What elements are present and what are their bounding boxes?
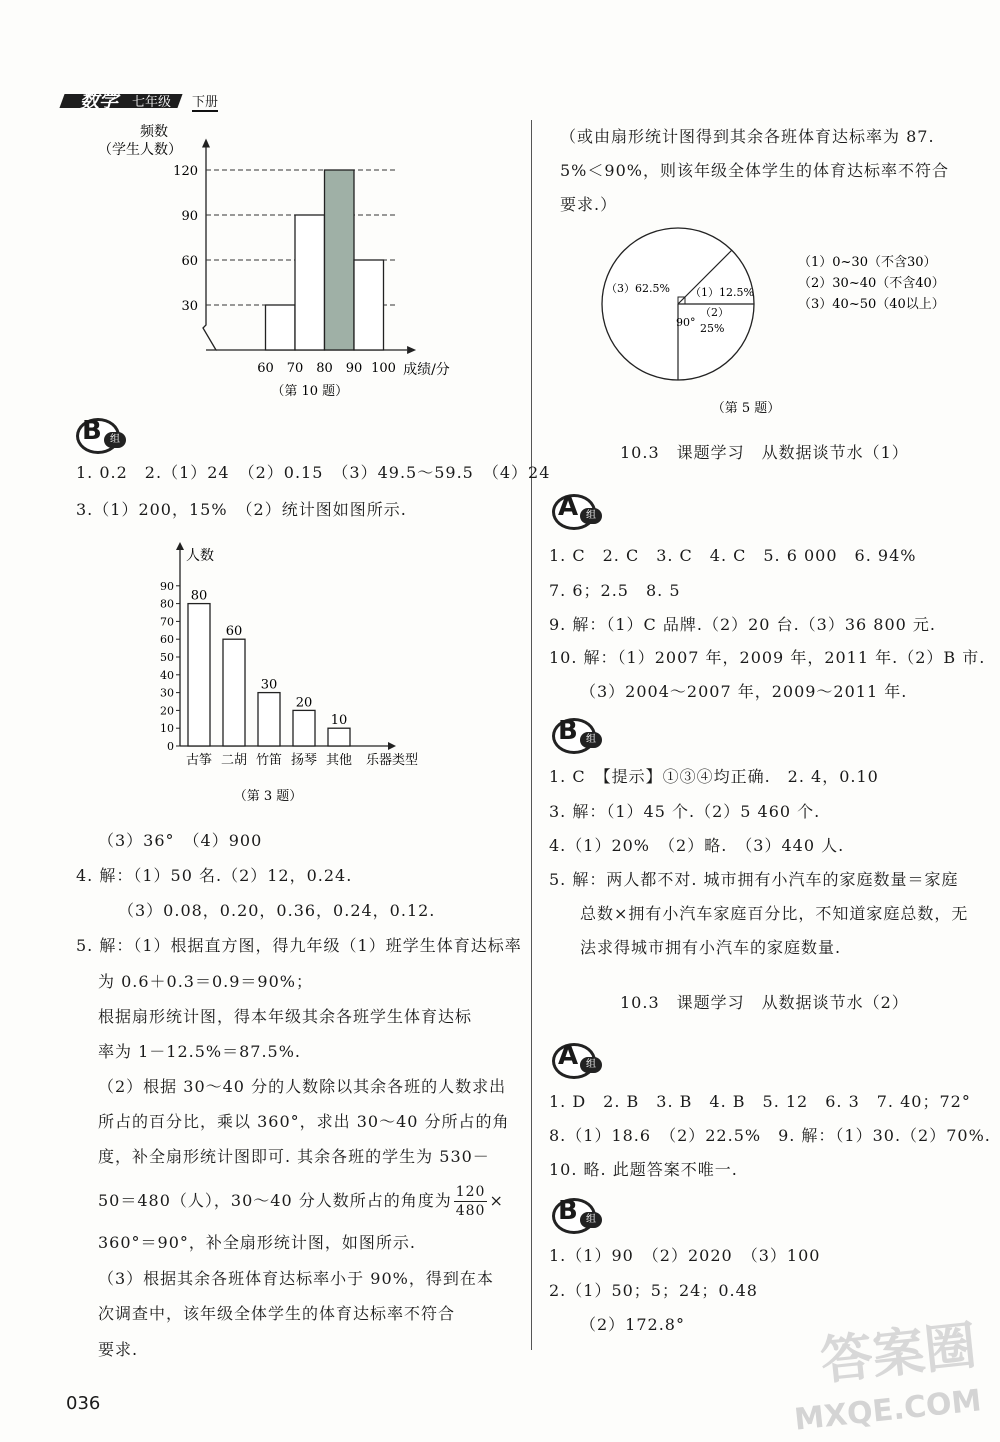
bar [223,639,245,746]
answer-line: 1. D 2. B 3. B 4. B 5. 12 6. 3 7. 40；72° [549,1092,971,1111]
answer-line: 2.（1）50；5；24；0.48 [549,1281,758,1300]
watermark-logo: 答案圈 [817,1315,980,1392]
bar [328,728,350,746]
answer-line: 率为 1－12.5%＝87.5%. [98,1042,302,1061]
header-volume: 下册 [192,91,218,112]
histogram-bar [295,215,325,350]
answer-line: 5%＜90%，则该年级全体学生的体育达标率不符合 [560,161,949,180]
answer-line-with-fraction: 50＝480（人），30～40 分人数所占的角度为 $\frac{120}{480}$ × [98,1184,504,1219]
x-axis-arrow [388,742,396,750]
y-tick-label: 80 [160,597,174,611]
watermark-site: MXQE.COM [792,1383,984,1438]
answer-line: （或由扇形统计图得到其余各班体育达标率为 87. [560,127,935,146]
page-header [62,88,242,110]
y-tick-label: 10 [160,722,174,736]
answer-line: 3. 解：（1）45 个.（2）5 460 个. [549,802,821,821]
x-tick-label: 80 [316,361,333,376]
y-tick-label: 50 [160,651,174,664]
y-tick-label: 60 [181,254,198,269]
x-axis-label: 成绩/分 [403,362,450,378]
x-tick-label: 90 [345,361,363,376]
answer-line: 3.（1）200，15% （2）统计图如图所示. [76,500,407,519]
y-tick-label: 90 [181,209,198,224]
y-tick-label: 40 [160,668,174,682]
legend-entry: （2）30~40（不含40） [798,276,945,291]
angle-label: 90° [676,316,696,329]
y-axis-arrow [176,542,184,550]
chart-q10 [60,118,530,398]
y-axis-label: （学生人数） [98,142,182,158]
answer-line: 10. 略. 此题答案不唯一. [549,1160,738,1179]
answer-line: 4. 解：（1）50 名.（2）12，0.24. [76,866,353,885]
y-tick-label: 30 [160,686,174,700]
answer-line: 为 0.6＋0.3＝0.9＝90%； [98,972,313,991]
x-tick-label: 古筝 [185,753,213,768]
histogram-bar [354,260,384,350]
answer-line: （3）2004～2007 年，2009～2011 年. [580,682,908,701]
page-number: 036 [66,1393,101,1414]
bar-chart-q3 [140,540,460,810]
answer-line: 次调查中，该年级全体学生的体育达标率不符合 [98,1304,456,1323]
x-tick-label: 60 [257,361,274,376]
pie-slice-label: 25% [700,322,725,335]
answer-line: 10. 解：（1）2007 年，2009 年，2011 年.（2）B 市. [549,648,986,667]
answer-line: 5. 解：两人都不对. 城市拥有小汽车的家庭数量＝家庭 [549,870,959,889]
y-tick-label: 60 [160,633,174,647]
histogram-bar [325,170,355,350]
data-label: 30 [260,677,278,693]
y-axis-arrow [202,139,210,148]
answer-line: 9. 解：（1）C 品牌.（2）20 台.（3）36 800 元. [549,615,936,634]
answer-line: 4.（1）20% （2）略. （3）440 人. [549,836,845,855]
data-label: 60 [225,624,243,640]
answer-line: 总数×拥有小汽车家庭百分比，不知道家庭总数，无 [580,904,969,923]
pie-slice-label: （2） [700,306,729,319]
chart-caption: （第 3 题） [233,789,303,804]
x-tick-label: 70 [286,361,304,376]
answer-line: 法求得城市拥有小汽车的家庭数量. [580,938,842,957]
y-tick-label: 0 [167,740,174,753]
chart-q3 [140,540,460,810]
data-label: 20 [295,695,313,711]
data-label: 10 [330,713,348,729]
header-grade: 七年级 [132,95,172,110]
answer-line: 度，补全扇形统计图即可. 其余各班的学生为 530－ [98,1147,490,1166]
answer-line: 5. 解：（1）根据直方图，得九年级（1）班学生体育达标率 [76,936,522,955]
y-tick-label: 90 [160,579,174,593]
histogram-q10 [60,118,530,398]
x-axis-label: 乐器类型 [366,753,419,768]
answer-line: （3）根据其余各班体育达标率小于 90%，得到在本 [98,1269,494,1288]
x-tick-label: 其他 [325,753,353,768]
bar [293,710,315,746]
section-heading: 10.3 课题学习 从数据谈节水（1） [620,443,909,462]
answer-line: 8.（1）18.6 （2）22.5% 9. 解：（1）30.（2）70%. [549,1126,991,1145]
chart-caption: （第 5 题） [711,401,781,416]
x-tick-label: 竹笛 [255,753,283,768]
answer-line: （3）0.08，0.20，0.36，0.24，0.12. [118,901,436,920]
answer-line: （2）172.8° [580,1315,685,1334]
answer-line: 1.（1）90 （2）2020 （3）100 [549,1246,821,1265]
answer-line: （3）36° （4）900 [98,831,263,850]
answer-line: 根据扇形统计图，得本年级其余各班学生体育达标 [98,1007,473,1026]
bar [258,693,280,746]
pie-chart-q5 [580,222,980,422]
histogram-bar [266,305,296,350]
answer-line: 1. C 【提示】①③④均正确. 2. 4，0.10 [549,767,879,786]
answer-line: 1. 0.2 2.（1）24 （2）0.15 （3）49.5～59.5 （4）24 [76,463,551,482]
x-tick-label: 100 [371,361,396,376]
chart-caption: （第 10 题） [271,384,349,398]
y-axis [203,148,216,351]
header-subject: 数学 [80,90,119,112]
x-tick-label: 二胡 [220,753,248,768]
answer-line: 所占的百分比，乘以 360°，求出 30～40 分所占的角 [98,1112,510,1131]
legend-entry: （3）40~50（40以上） [798,297,945,312]
y-tick-label: 120 [173,164,198,179]
y-tick-label: 20 [160,704,174,718]
pie-slice-label: （1）12.5% [690,286,754,299]
y-tick-label: 30 [181,299,198,314]
answer-line: 360°＝90°，补全扇形统计图，如图所示. [98,1233,416,1252]
chart-q5 [580,222,980,422]
x-tick-label: 扬琴 [290,753,318,768]
y-axis-label: 频数 [140,124,168,140]
answer-line: 要求.） [560,195,618,214]
answer-line: 7. 6；2.5 8. 5 [549,581,681,600]
data-label: 80 [190,588,208,604]
x-axis-arrow [407,346,416,354]
answer-line: （2）根据 30～40 分的人数除以其余各班的人数求出 [98,1077,507,1096]
y-axis-label: 人数 [186,548,214,564]
bar [188,604,210,746]
answer-line: 1. C 2. C 3. C 4. C 5. 6 000 6. 94% [549,546,917,565]
pie-slice-label: （3）62.5% [606,282,670,295]
section-heading: 10.3 课题学习 从数据谈节水（2） [620,993,909,1012]
legend-entry: （1）0~30（不含30） [798,255,937,270]
y-tick-label: 70 [160,615,174,629]
answer-line: 要求. [98,1340,139,1359]
column-divider [531,120,532,1350]
fraction: $\frac{120}{480}$ [455,1184,486,1219]
